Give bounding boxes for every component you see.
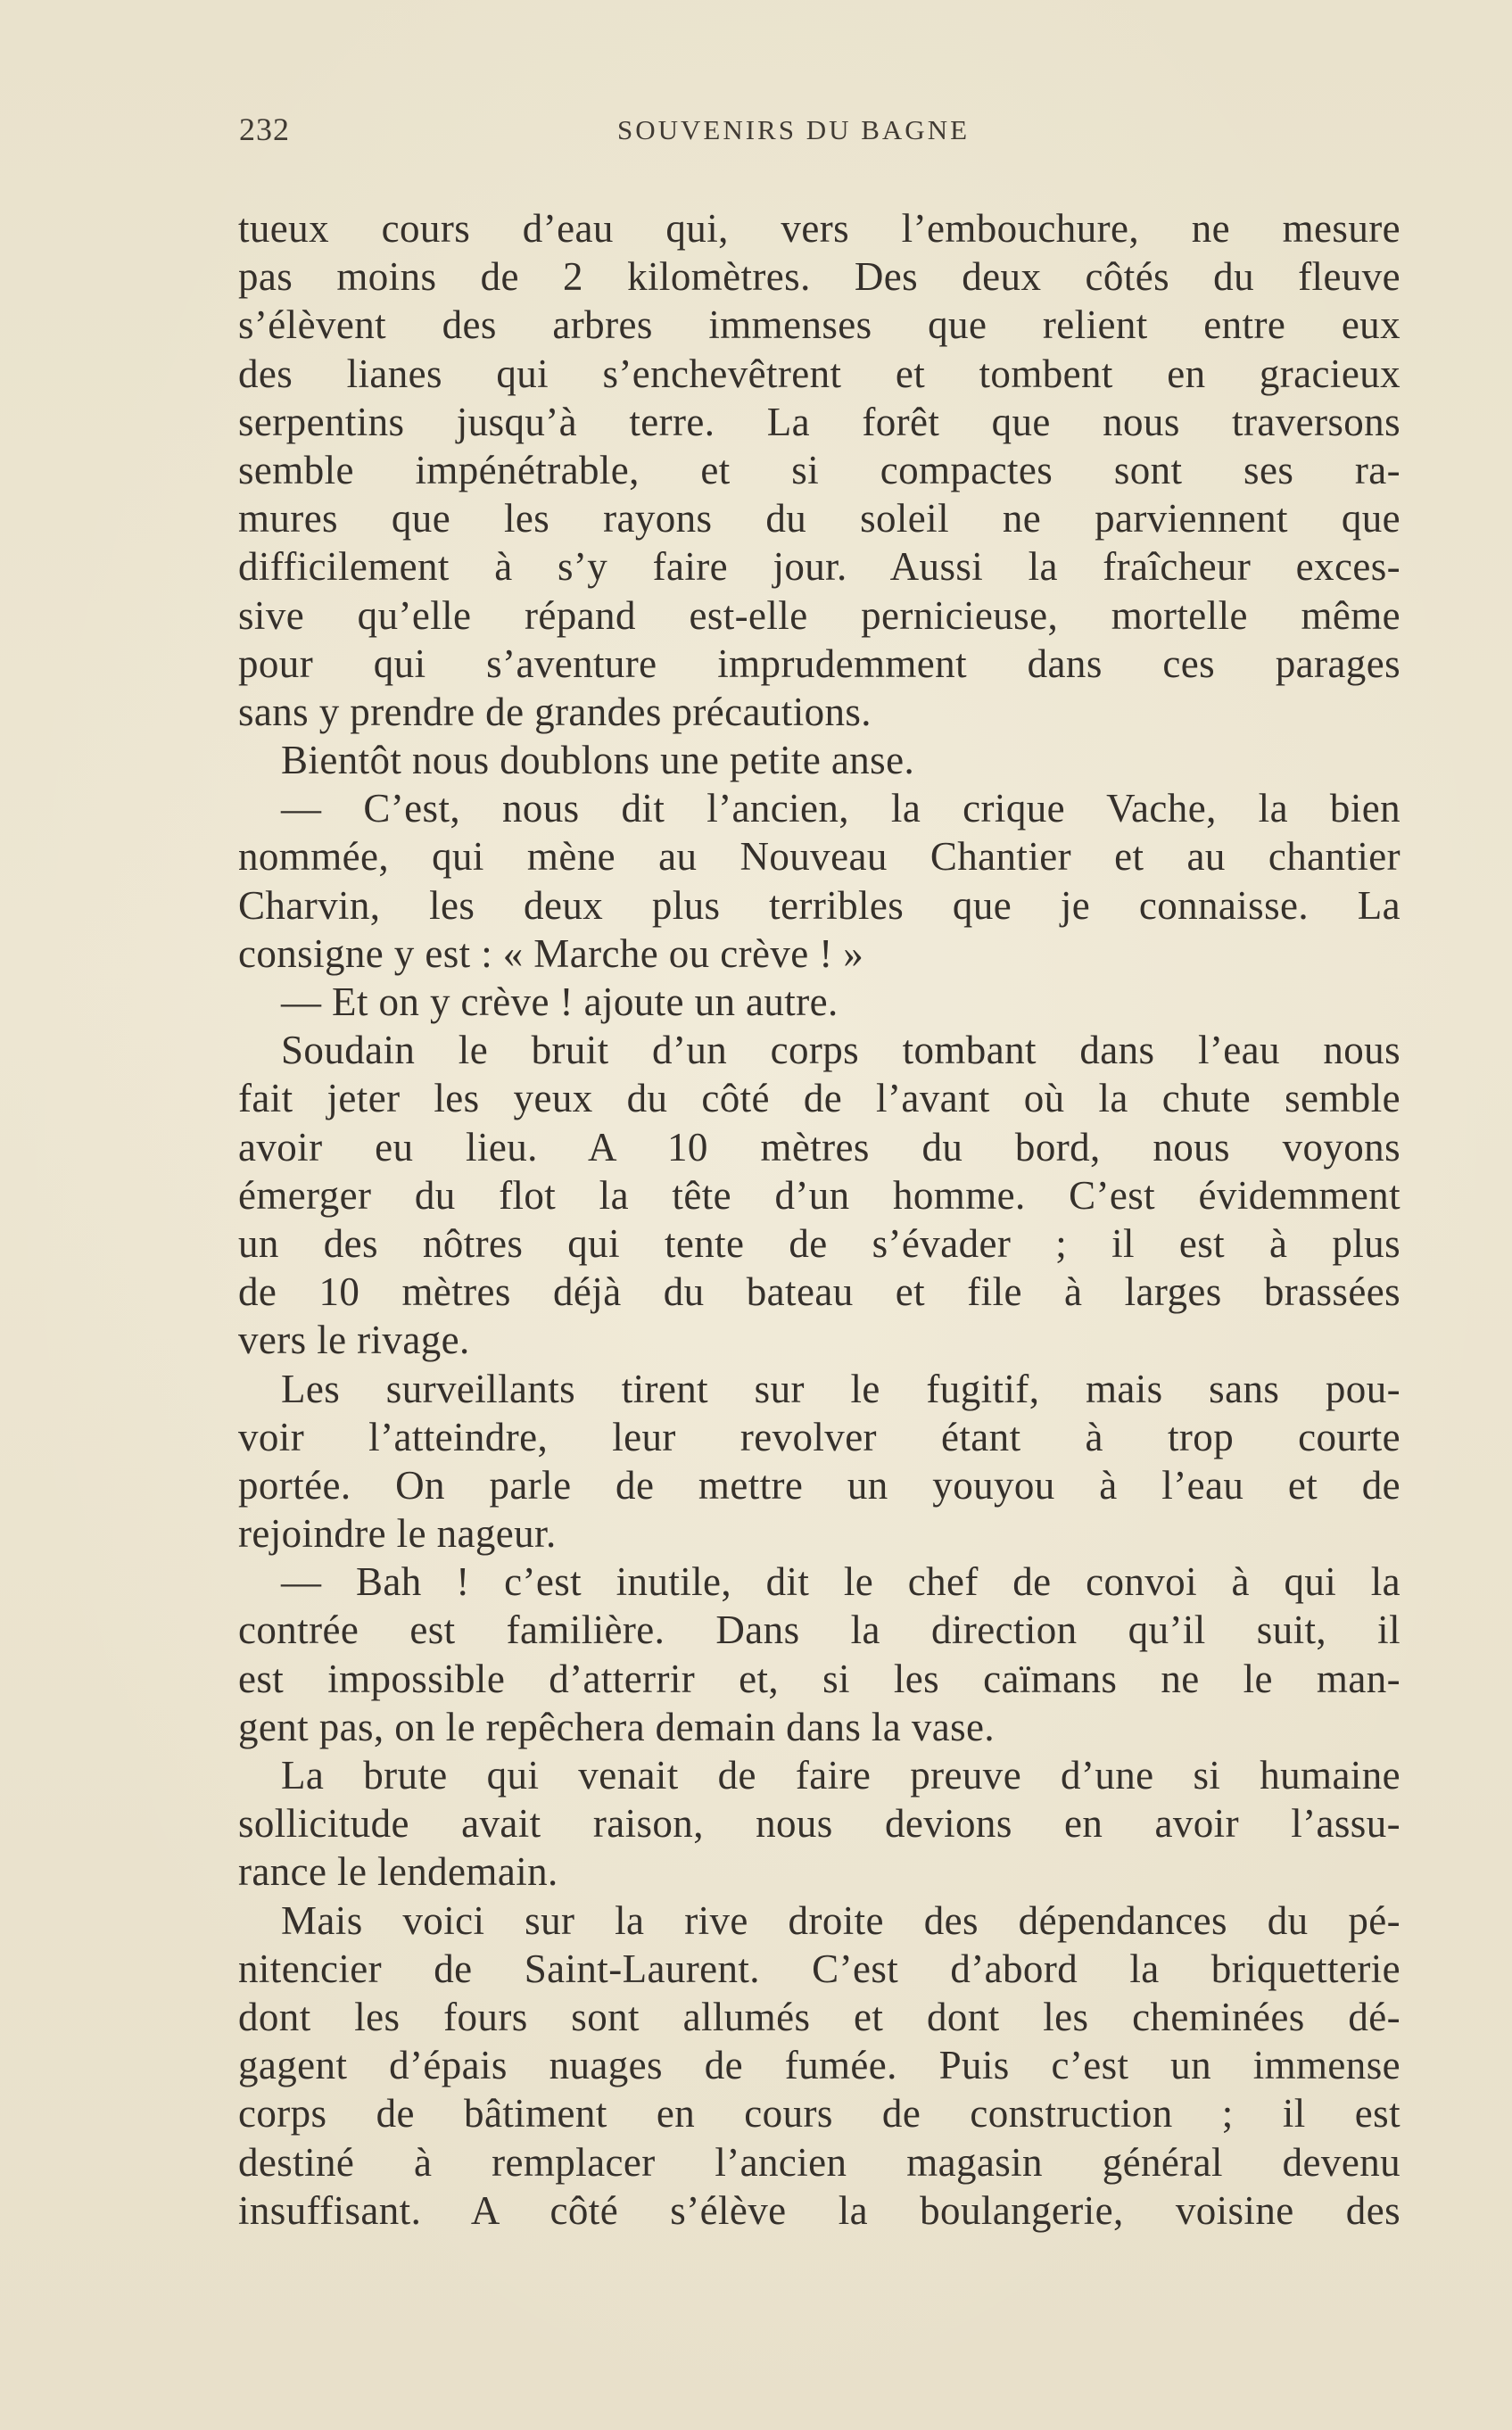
text-line: est impossible d’atterrir et, si les caïmans ne le man- — [238, 1656, 1400, 1701]
text-line: insuffisant. A côté s’élève la boulangerie, voisine des — [238, 2187, 1400, 2233]
running-title: SOUVENIRS DU BAGNE — [617, 114, 971, 145]
text-line: sive qu’elle répand est-elle pernicieuse, mortelle même — [238, 592, 1400, 638]
text-line: un des nôtres qui tente de s’évader ; il est à plus — [238, 1220, 1400, 1266]
text-line: contrée est familière. Dans la direction qu’il suit, il — [238, 1608, 1400, 1653]
text-line: — Et on y crève ! ajoute un autre. — [281, 979, 839, 1024]
text-line: Charvin, les deux plus terribles que je connaisse. La — [238, 882, 1400, 928]
text-line: gagent d’épais nuages de fumée. Puis c’est un immense — [238, 2043, 1400, 2088]
text-line: des lianes qui s’enchevêtrent et tombent en gracieux — [238, 351, 1400, 396]
text-line: — Bah ! c’est inutile, dit le chef de convoi à qui la — [281, 1559, 1400, 1605]
text-line: nommée, qui mène au Nouveau Chantier et au chantier — [238, 834, 1400, 880]
page-header — [239, 111, 1399, 161]
page-number: 232 — [239, 112, 290, 147]
text-line: tueux cours d’eau qui, vers l’embouchure, ne mesure — [238, 206, 1400, 251]
text-line: avoir eu lieu. A 10 mètres du bord, nous voyons — [238, 1124, 1400, 1170]
text-line: corps de bâtiment en cours de construction ; il est — [238, 2091, 1400, 2137]
text-line: voir l’atteindre, leur revolver étant à trop courte — [238, 1414, 1400, 1459]
text-line: gent pas, on le repêchera demain dans la vase. — [238, 1704, 996, 1749]
body-text — [238, 204, 1400, 2235]
text-line: — C’est, nous dit l’ancien, la crique Vache, la bien — [281, 786, 1400, 831]
text-line: Les surveillants tirent sur le fugitif, mais sans pou- — [281, 1366, 1400, 1411]
text-line: Mais voici sur la rive droite des dépendances du pé- — [281, 1897, 1400, 1943]
text-line: mures que les rayons du soleil ne parviennent que — [238, 496, 1400, 541]
text-line: La brute qui venait de faire preuve d’une si humaine — [281, 1753, 1400, 1798]
text-line: semble impénétrable, et si compactes sont ses ra- — [238, 447, 1400, 492]
text-line: difficilement à s’y faire jour. Aussi la fraîcheur exces- — [238, 544, 1400, 590]
text-line: serpentins jusqu’à terre. La forêt que nous traversons — [238, 399, 1400, 444]
text-line: rance le lendemain. — [238, 1849, 558, 1895]
text-line: vers le rivage. — [238, 1318, 470, 1363]
text-line: de 10 mètres déjà du bateau et file à larges brassées — [238, 1269, 1400, 1315]
text-line: fait jeter les yeux du côté de l’avant où la chute semble — [238, 1076, 1400, 1121]
text-line: pour qui s’aventure imprudemment dans ces parages — [238, 641, 1400, 686]
text-line: rejoindre le nageur. — [238, 1511, 557, 1557]
text-line: Bientôt nous doublons une petite anse. — [281, 738, 915, 783]
text-line: émerger du flot la tête d’un homme. C’est évidemment — [238, 1172, 1400, 1218]
text-line: nitencier de Saint-Laurent. C’est d’abord la briquetterie — [238, 1946, 1400, 1991]
text-line: pas moins de 2 kilomètres. Des deux côtés du fleuve — [238, 254, 1400, 300]
text-line: portée. On parle de mettre un youyou à l’eau et de — [238, 1462, 1400, 1508]
text-line: consigne y est : « Marche ou crève ! » — [238, 930, 864, 976]
text-line: s’élèvent des arbres immenses que relient entre eux — [238, 302, 1400, 348]
text-line: Soudain le bruit d’un corps tombant dans l’eau nous — [281, 1028, 1400, 1073]
text-line: destiné à remplacer l’ancien magasin général devenu — [238, 2139, 1400, 2185]
text-line: sollicitude avait raison, nous devions en avoir l’assu- — [238, 1801, 1400, 1847]
text-line: dont les fours sont allumés et dont les cheminées dé- — [238, 1994, 1400, 2039]
text-line: sans y prendre de grandes précautions. — [238, 689, 872, 734]
